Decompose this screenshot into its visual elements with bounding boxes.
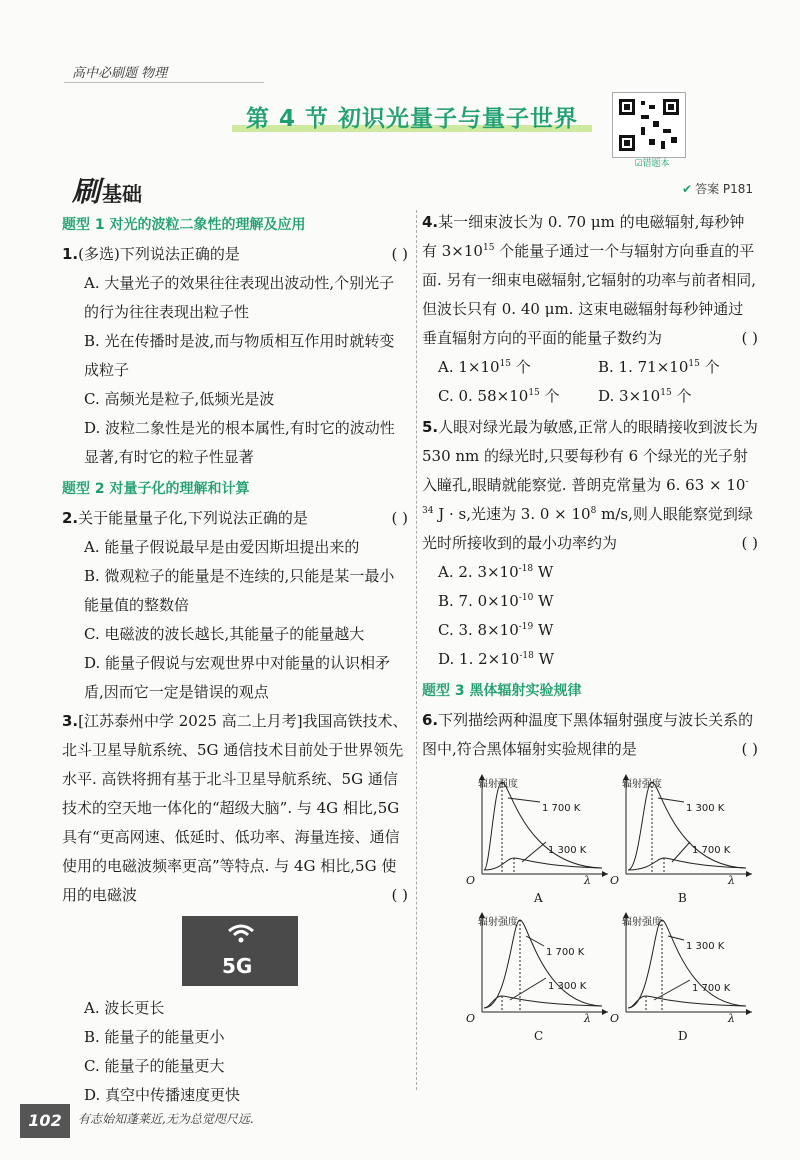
topic-heading: 题型 2 对量子化的理解和计算 [62, 481, 250, 497]
answer-reference: ✔ 答案 P181 [682, 182, 754, 196]
graph-a[interactable] [462, 770, 612, 905]
axis-label-x: λ [584, 1012, 591, 1025]
axis-label-y: 辐射强度 [478, 917, 518, 928]
option[interactable]: A. 波长更长 [84, 999, 165, 1017]
axis-label-y: 辐射强度 [478, 779, 518, 790]
option[interactable]: B. 微观粒子的能量是不连续的,只能是某一最小能量值的整数倍 [84, 567, 395, 614]
option[interactable]: C. 3. $8\times 10^{-19}$ W [438, 621, 554, 639]
curve-label-upper: 1 300 K [686, 941, 725, 952]
question-1: 1.(多选)下列说法正确的是 ( ) [62, 245, 408, 263]
graph-caption: D [678, 1029, 688, 1043]
page-number: 102 [20, 1104, 70, 1138]
graph-caption: B [678, 891, 687, 905]
topic-heading: 题型 1 对光的波粒二象性的理解及应用 [62, 217, 306, 233]
graph-caption: C [534, 1029, 544, 1043]
option[interactable]: C. 高频光是粒子,低频光是波 [84, 390, 275, 408]
left-column [62, 208, 408, 1110]
right-column [422, 208, 758, 1043]
axis-origin: O [610, 1012, 620, 1025]
footer-motto: 有志始知蓬莱近,无为总觉咫尺远. [78, 1112, 254, 1126]
option[interactable]: D. 1. $2\times 10^{-18}$ W [438, 650, 554, 668]
curve-label-lower: 1 700 K [692, 983, 731, 994]
header-rule [64, 82, 264, 83]
curve-label-lower: 1 300 K [548, 981, 587, 992]
axis-origin: O [466, 874, 476, 887]
curve-label-upper: 1 700 K [542, 803, 581, 814]
question-2: 2.关于能量量子化,下列说法正确的是 ( ) [62, 509, 408, 527]
curve-label-upper: 1 300 K [686, 803, 725, 814]
axis-label-x: λ [728, 1012, 735, 1025]
axis-origin: O [466, 1012, 476, 1025]
check-icon: ✔ [682, 182, 693, 196]
graph-caption: A [534, 891, 543, 905]
option[interactable]: C. 0. $58\times 10^{15}$ 个 [438, 387, 560, 405]
graph-options [422, 770, 758, 1043]
5g-image: 5G [182, 916, 298, 986]
option-row [422, 353, 758, 382]
question-5: 5.人眼对绿光最为敏感,正常人的眼睛接收到波长为 530 nm 的绿光时,只要每秒有 6 个绿光的光子射入瞳孔,眼睛就能察觉. 普朗克常量为 6. $63 \times 10^{-34}$ J · s,光速为 3. $0 \times 10^8$ m/s,则人眼能察觉到绿光时所接收到的最小功率约为 ( ) [422, 418, 758, 552]
qr-code[interactable] [612, 92, 686, 158]
axis-label-y: 辐射强度 [622, 779, 662, 790]
question-4: 4.某一细束波长为 0. 70 μm 的电磁辐射,每秒钟有 $3\times 10^{15}$ 个能量子通过一个与辐射方向垂直的平面. 另有一细束电磁辐射,它辐射的功率与前者相同,但波长只有 0. 40 μm. 这束电磁辐射每秒钟通过垂直辐射方向的平面的能量子数约为 ( ) [422, 213, 758, 347]
book-title: 高中必刷题 物理 [72, 66, 168, 81]
graph-b[interactable] [606, 770, 756, 905]
curve-label-lower: 1 300 K [548, 845, 587, 856]
option-row [422, 382, 758, 411]
option[interactable]: B. 光在传播时是波,而与物质相互作用时就转变成粒子 [84, 332, 395, 379]
axis-label-y: 辐射强度 [622, 917, 662, 928]
option[interactable]: B. 能量子的能量更小 [84, 1028, 225, 1046]
axis-origin: O [610, 874, 620, 887]
qr-label: ☑错题本 [634, 159, 670, 169]
question-3: 3.[江苏泰州中学 2025 高二上月考]我国高铁技术、北斗卫星导航系统、5G 通信技术目前处于世界领先水平. 高铁将拥有基于北斗卫星导航系统、5G 通信技术的空天地一体化的“超级大脑”. 与 4G 相比,5G 具有“更高网速、低延时、低功率、海量连接、通信使用的电磁波频率更高”等特点. 与 4G 相比,5G 使用的电磁波 ( ) [62, 712, 408, 904]
block-heading: 刷 基础 [72, 175, 143, 208]
option[interactable]: D. 真空中传播速度更快 [84, 1086, 241, 1104]
axis-label-x: λ [584, 874, 591, 887]
column-divider [416, 210, 417, 1090]
option[interactable]: A. 大量光子的效果往往表现出波动性,个别光子的行为往往表现出粒子性 [84, 274, 395, 321]
topic-heading: 题型 3 黑体辐射实验规律 [422, 683, 582, 699]
graph-d[interactable] [606, 908, 756, 1043]
option[interactable]: C. 电磁波的波长越长,其能量子的能量越大 [84, 625, 365, 643]
curve-label-lower: 1 700 K [692, 845, 731, 856]
option[interactable]: B. 1. $71\times 10^{15}$ 个 [598, 358, 720, 376]
option[interactable]: C. 能量子的能量更大 [84, 1057, 225, 1075]
option[interactable]: A. 能量子假说最早是由爱因斯坦提出来的 [84, 538, 360, 556]
option[interactable]: A. $1\times 10^{15}$ 个 [438, 358, 531, 376]
option[interactable]: D. 波粒二象性是光的根本属性,有时它的波动性显著,有时它的粒子性显著 [84, 419, 395, 466]
wifi-icon [226, 922, 256, 952]
curve-label-upper: 1 700 K [546, 947, 585, 958]
graph-c[interactable] [462, 908, 612, 1043]
option[interactable]: B. 7. $0\times 10^{-10}$ W [438, 592, 554, 610]
option[interactable]: A. 2. $3\times 10^{-18}$ W [438, 563, 554, 581]
option[interactable]: D. 能量子假说与宏观世界中对能量的认识相矛盾,因而它一定是错误的观点 [84, 654, 391, 701]
option[interactable]: D. $3\times 10^{15}$ 个 [598, 387, 692, 405]
section-title: 第 4 节 初识光量子与量子世界 [232, 98, 592, 140]
axis-label-x: λ [728, 874, 735, 887]
question-6: 6.下列描绘两种温度下黑体辐射强度与波长关系的图中,符合黑体辐射实验规律的是 ( ) [422, 711, 758, 758]
